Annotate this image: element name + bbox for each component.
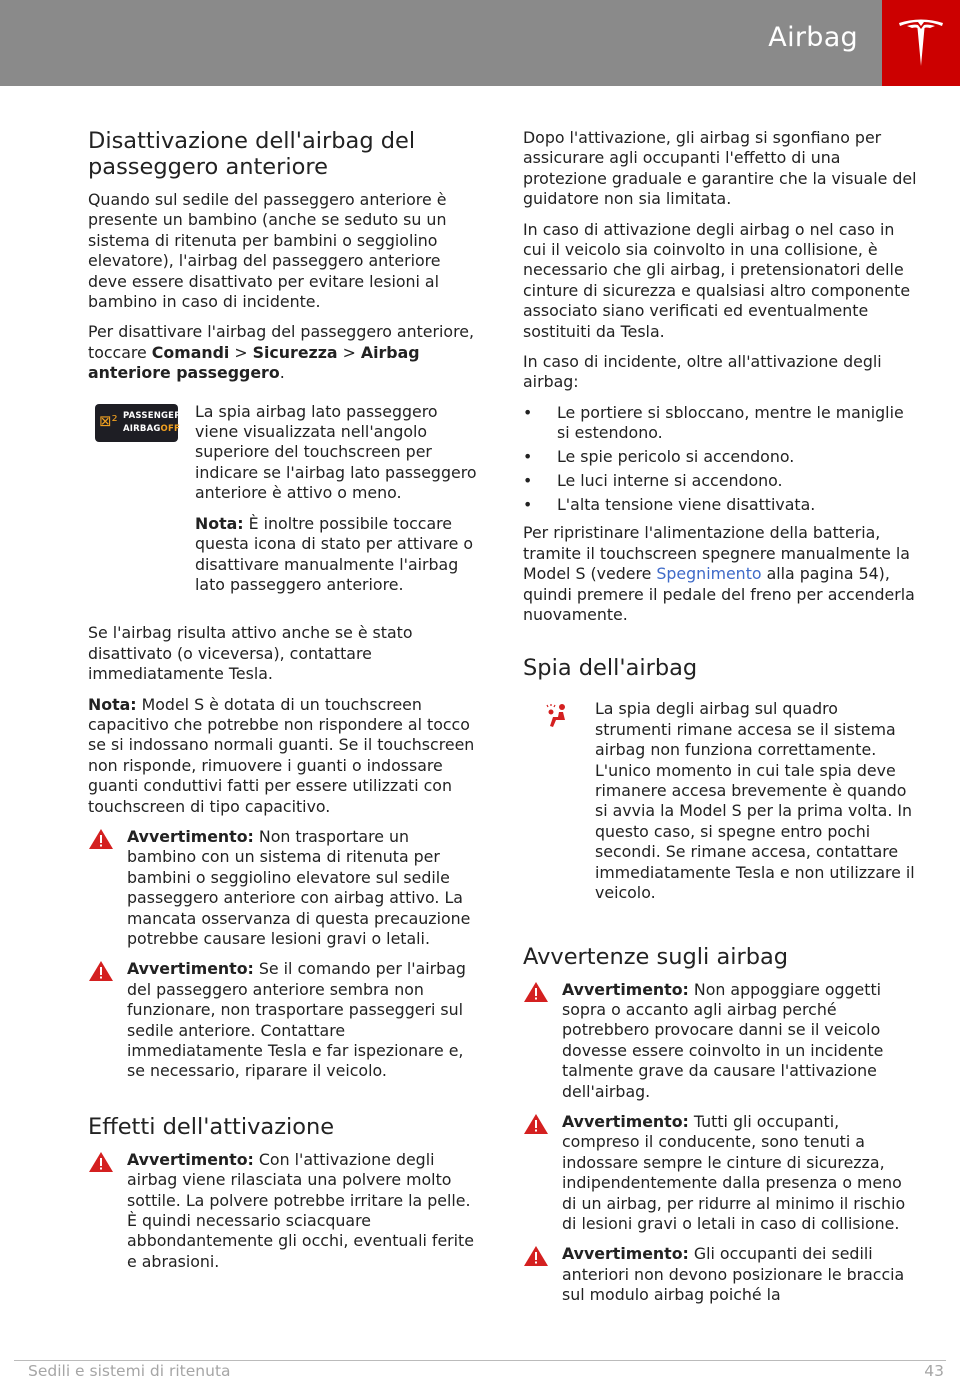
- header-title: Airbag: [768, 22, 858, 53]
- right-column: [523, 128, 918, 1316]
- warning-block: Avvertimento: Non trasportare un bambino con un sistema di ritenuta per bambini o seggiolino elevatore sul sedile passeggero anteriore con airbag attivo. La mancata osservanza di questa precauzione potrebbe causare lesioni gravi o letali.: [88, 827, 483, 949]
- passenger-airbag-info: [88, 402, 483, 596]
- warning-block: Avvertimento: Con l'attivazione degli airbag viene rilasciata una polvere molto sottile. La polvere potrebbe irritare la pelle. È quindi necessario sciacquare abbondantemente gli occhi, eventuali ferite e abrasioni.: [88, 1150, 483, 1272]
- bullet-list: [523, 403, 918, 516]
- airbag-lamp-info: [523, 699, 918, 903]
- passenger-airbag-off-icon: ⊠² PASSENGER AIRBAGOFF: [95, 404, 178, 442]
- footer-divider: [14, 1360, 946, 1361]
- page-number: 43: [924, 1362, 944, 1380]
- warning-triangle-icon: [88, 1151, 114, 1173]
- warning-block: Avvertimento: Gli occupanti dei sedili anteriori non devono posizionare le braccia sul modulo airbag poiché la: [523, 1244, 918, 1305]
- paragraph: In caso di attivazione degli airbag o nel caso in cui il veicolo sia coinvolto in una collisione, è necessario che gli airbag, i pretensionatori delle cinture di sicurezza e qualsiasi altro componente associato siano verificati ed eventualmente sostituiti da Tesla.: [523, 219, 911, 341]
- paragraph: La spia degli airbag sul quadro strumenti rimane accesa se il sistema airbag non funziona correttamente. L'unico momento in cui tale spia deve rimanere accesa brevemente è quando si avvia la Model S per la prima volta. In questo caso, si spegne entro pochi secondi. Se rimane accesa, contattare immediatamente Tesla e non utilizzare il veicolo.: [595, 699, 915, 903]
- warning-triangle-icon: [523, 1113, 549, 1135]
- paragraph-instructions: Per disattivare l'airbag del passeggero anteriore, toccare Comandi > Sicurezza > Airbag anteriore passeggero.: [88, 322, 474, 383]
- logo-box: [882, 0, 960, 86]
- menu-path-sicurezza: Sicurezza: [252, 342, 338, 362]
- warning-block: Avvertimento: Tutti gli occupanti, compreso il conducente, sono tenuti a indossare sempre le cinture di sicurezza, indipendentemente dalla presenza o meno di un airbag, per ridurre al minimo il rischio di lesioni gravi o letali in caso di collisione.: [523, 1112, 918, 1234]
- menu-path-airbag: Airbag anteriore passeggero: [88, 342, 420, 383]
- warning-triangle-icon: [523, 981, 549, 1003]
- warning-triangle-icon: [523, 1245, 549, 1267]
- list-item: • Le portiere si sbloccano, mentre le maniglie si estendono.: [523, 402, 904, 443]
- warning-triangle-icon: [88, 828, 114, 850]
- section-heading-effetti: Effetti dell'attivazione: [88, 1113, 335, 1140]
- section-heading-disattivazione: Disattivazione dell'airbag del passeggero anteriore: [88, 128, 416, 180]
- airbag-warning-light-icon: [545, 703, 571, 729]
- section-heading-avvertenze: Avvertenze sugli airbag: [523, 943, 789, 970]
- warning-block: Avvertimento: Non appoggiare oggetti sopra o accanto agli airbag perché potrebbero provocare danni se il veicolo dovesse essere coinvolto in un incidente talmente grave da causare l'attivazione dell'airbag.: [523, 980, 918, 1102]
- tesla-logo-icon: [896, 17, 946, 69]
- note: Nota: Model S è dotata di un touchscreen capacitivo che potrebbe non rispondere al tocco se si indossano normali guanti. Se il touchscreen non risponde, rimuovere i guanti o indossare guanti conduttivi fatti per essere utilizzati con touchscreen di tipo capacitivo.: [88, 694, 475, 816]
- page-header: [0, 0, 960, 86]
- paragraph: Se l'airbag risulta attivo anche se è stato disattivato (o viceversa), contattare immediatamente Tesla.: [88, 623, 413, 684]
- warning-triangle-icon: [88, 960, 114, 982]
- paragraph: Quando sul sedile del passeggero anteriore è presente un bambino (anche se seduto su un sistema di ritenuta per bambini o seggiolino elevatore), l'airbag del passeggero anteriore deve essere disattivato per evitare lesioni al bambino in caso di incidente.: [88, 190, 447, 312]
- note: Nota: È inoltre possibile toccare questa icona di stato per attivare o disattivare manualmente l'airbag lato passeggero anteriore.: [195, 513, 474, 594]
- paragraph: Dopo l'attivazione, gli airbag si sgonfiano per assicurare agli occupanti l'effetto di una protezione graduale e garantire che la visuale del guidatore non sia limitata.: [523, 128, 917, 209]
- section-heading-spia: Spia dell'airbag: [523, 655, 698, 682]
- list-item: • L'alta tensione viene disattivata.: [523, 495, 816, 514]
- menu-path-comandi: Comandi: [151, 342, 230, 362]
- paragraph: La spia airbag lato passeggero viene visualizzata nell'angolo superiore del touchscreen per indicare se l'airbag lato passeggero anteriore è attivo o meno.: [195, 401, 477, 503]
- warning-block: Avvertimento: Se il comando per l'airbag del passeggero anteriore sembra non funzionare, non trasportare passeggeri sul sedile anteriore. Contattare immediatamente Tesla e far ispezionare e, se necessario, riparare il veicolo.: [88, 959, 483, 1081]
- paragraph: In caso di incidente, oltre all'attivazione degli airbag:: [523, 352, 882, 392]
- list-item: • Le luci interne si accendono.: [523, 471, 783, 491]
- airbag-seat-glyph-icon: ⊠²: [99, 411, 118, 430]
- footer-section-title: Sedili e sistemi di ritenuta: [28, 1362, 231, 1380]
- paragraph-restore: Per ripristinare l'alimentazione della batteria, tramite il touchscreen spegnere manualmente la Model S (vedere Spegnimento alla pagina 54), quindi premere il pedale del freno per accenderla nuovamente.: [523, 523, 915, 625]
- left-column: [88, 128, 483, 1282]
- link-spegnimento[interactable]: Spegnimento: [656, 564, 762, 584]
- list-item: • Le spie pericolo si accendono.: [523, 447, 795, 467]
